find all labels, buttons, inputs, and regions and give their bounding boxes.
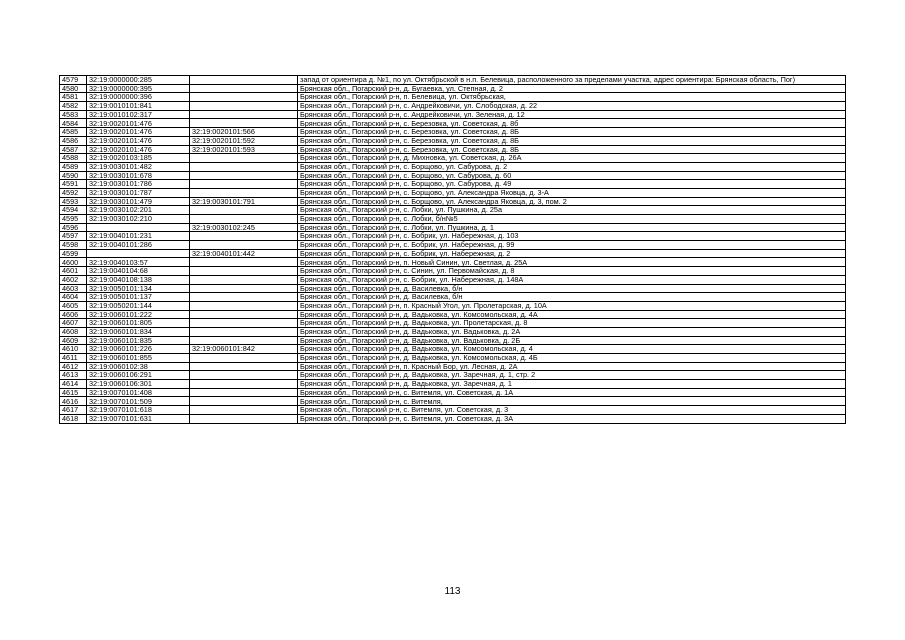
row-number-cell: 4593 [60,197,87,206]
row-number-cell: 4595 [60,215,87,224]
address-cell: Брянская обл., Погарский р-н, п. Красный Бор, ул. Лесная, д. 2А [298,362,846,371]
row-number-cell: 4580 [60,84,87,93]
cadastral-number-cell: 32:19:0050101:134 [87,284,190,293]
linked-cadastral-number-cell [190,354,298,363]
table-row [60,284,846,293]
table-row [60,327,846,336]
row-number-cell: 4616 [60,397,87,406]
table-row [60,232,846,241]
address-cell: Брянская обл., Погарский р-н, с. Борщово, ул. Сабурова, д. 49 [298,180,846,189]
linked-cadastral-number-cell [190,293,298,302]
linked-cadastral-number-cell [190,215,298,224]
linked-cadastral-number-cell [190,397,298,406]
cadastral-number-cell: 32:19:0070101:631 [87,414,190,423]
row-number-cell: 4585 [60,128,87,137]
address-cell: Брянская обл., Погарский р-н, с. Березовка, ул. Советская, д. 8Б [298,128,846,137]
cadastral-number-cell: 32:19:0040103:57 [87,258,190,267]
linked-cadastral-number-cell [190,275,298,284]
row-number-cell: 4614 [60,380,87,389]
linked-cadastral-number-cell [190,206,298,215]
table-row [60,362,846,371]
address-cell: Брянская обл., Погарский р-н, с. Бобрик, ул. Набережная, д. 99 [298,241,846,250]
table-row [60,319,846,328]
cadastral-number-cell: 32:19:0060101:855 [87,354,190,363]
address-cell: Брянская обл., Погарский р-н, с. Березовка, ул. Советская, д. 8б [298,119,846,128]
table-row [60,171,846,180]
cadastral-number-cell: 32:19:0020103:185 [87,154,190,163]
address-cell: Брянская обл., Погарский р-н, с. Бобрик, ул. Набережная, д. 103 [298,232,846,241]
registry-table-body [60,76,846,424]
cadastral-number-cell: 32:19:0060102:38 [87,362,190,371]
address-cell: запад от ориентира д. №1, по ул. Октябрьской в н.п. Белевица, расположенного за пределами участка, адрес ориентира: Брянская область, Пог) [298,76,846,85]
address-cell: Брянская обл., Погарский р-н, д. Вадьковка, ул. Заречная, д. 1, стр. 2 [298,371,846,380]
address-cell: Брянская обл., Погарский р-н, с. Андрейковичи, ул. Слободская, д. 22 [298,102,846,111]
table-row [60,258,846,267]
cadastral-number-cell: 32:19:0060101:835 [87,336,190,345]
table-row [60,128,846,137]
table-row [60,215,846,224]
row-number-cell: 4612 [60,362,87,371]
table-row [60,76,846,85]
cadastral-number-cell: 32:19:0030101:479 [87,197,190,206]
linked-cadastral-number-cell [190,301,298,310]
row-number-cell: 4591 [60,180,87,189]
cadastral-number-cell: 32:19:0070101:618 [87,406,190,415]
row-number-cell: 4598 [60,241,87,250]
linked-cadastral-number-cell: 32:19:0030101:791 [190,197,298,206]
linked-cadastral-number-cell [190,319,298,328]
table-row [60,223,846,232]
cadastral-number-cell [87,249,190,258]
address-cell: Брянская обл., Погарский р-н, с. Лобки, б/н№5 [298,215,846,224]
address-cell: Брянская обл., Погарский р-н, д. Михновка, ул. Советская, д. 26А [298,154,846,163]
address-cell: Брянская обл., Погарский р-н, п. Белевица, ул. Октябрьская, [298,93,846,102]
table-row [60,388,846,397]
row-number-cell: 4605 [60,301,87,310]
cadastral-number-cell: 32:19:0040108:138 [87,275,190,284]
table-row [60,397,846,406]
table-row [60,371,846,380]
cadastral-number-cell: 32:19:0020101:476 [87,145,190,154]
row-number-cell: 4618 [60,414,87,423]
address-cell: Брянская обл., Погарский р-н, д. Василевка, б/н [298,293,846,302]
linked-cadastral-number-cell: 32:19:0040101:442 [190,249,298,258]
cadastral-number-cell: 32:19:0040104:68 [87,267,190,276]
linked-cadastral-number-cell [190,414,298,423]
linked-cadastral-number-cell [190,267,298,276]
table-row [60,162,846,171]
linked-cadastral-number-cell [190,76,298,85]
cadastral-number-cell: 32:19:0000000:396 [87,93,190,102]
address-cell: Брянская обл., Погарский р-н, д. Вадьковка, ул. Комсомольская, д. 4А [298,310,846,319]
cadastral-number-cell: 32:19:0040101:231 [87,232,190,241]
address-cell: Брянская обл., Погарский р-н, с. Андрейковичи, ул. Зеленая, д. 12 [298,110,846,119]
cadastral-number-cell: 32:19:0050101:137 [87,293,190,302]
row-number-cell: 4581 [60,93,87,102]
linked-cadastral-number-cell: 32:19:0020101:566 [190,128,298,137]
linked-cadastral-number-cell [190,232,298,241]
table-row [60,301,846,310]
table-row [60,293,846,302]
linked-cadastral-number-cell [190,119,298,128]
table-row [60,345,846,354]
address-cell: Брянская обл., Погарский р-н, с. Витемля, ул. Советская, д. 3А [298,414,846,423]
cadastral-number-cell: 32:19:0010102:317 [87,110,190,119]
linked-cadastral-number-cell [190,362,298,371]
row-number-cell: 4617 [60,406,87,415]
cadastral-number-cell: 32:19:0030102:210 [87,215,190,224]
row-number-cell: 4613 [60,371,87,380]
row-number-cell: 4583 [60,110,87,119]
cadastral-number-cell: 32:19:0070101:509 [87,397,190,406]
linked-cadastral-number-cell [190,241,298,250]
linked-cadastral-number-cell [190,380,298,389]
cadastral-number-cell: 32:19:0030101:482 [87,162,190,171]
cadastral-number-cell: 32:19:0020101:476 [87,136,190,145]
table-row [60,102,846,111]
address-cell: Брянская обл., Погарский р-н, п. Красный Угол, ул. Пролетарская, д. 10А [298,301,846,310]
address-cell: Брянская обл., Погарский р-н, д. Вадьковка, ул. Комсомольская, д. 4 [298,345,846,354]
table-row [60,406,846,415]
cadastral-number-cell: 32:19:0060101:226 [87,345,190,354]
row-number-cell: 4589 [60,162,87,171]
cadastral-number-cell: 32:19:0000000:285 [87,76,190,85]
row-number-cell: 4609 [60,336,87,345]
address-cell: Брянская обл., Погарский р-н, с. Витемля, ул. Советская, д. 3 [298,406,846,415]
linked-cadastral-number-cell [190,84,298,93]
linked-cadastral-number-cell [190,310,298,319]
registry-table [59,75,846,424]
address-cell: Брянская обл., Погарский р-н, с. Витемля, [298,397,846,406]
table-row [60,136,846,145]
row-number-cell: 4586 [60,136,87,145]
row-number-cell: 4597 [60,232,87,241]
row-number-cell: 4582 [60,102,87,111]
row-number-cell: 4611 [60,354,87,363]
table-row [60,197,846,206]
table-row [60,380,846,389]
linked-cadastral-number-cell [190,102,298,111]
linked-cadastral-number-cell: 32:19:0020101:593 [190,145,298,154]
address-cell: Брянская обл., Погарский р-н, с. Лобки, ул. Пушкина, д. 25а [298,206,846,215]
row-number-cell: 4587 [60,145,87,154]
row-number-cell: 4594 [60,206,87,215]
table-row [60,145,846,154]
linked-cadastral-number-cell [190,188,298,197]
table-row [60,119,846,128]
linked-cadastral-number-cell: 32:19:0020101:592 [190,136,298,145]
address-cell: Брянская обл., Погарский р-н, д. Василевка, б/н [298,284,846,293]
address-cell: Брянская обл., Погарский р-н, с. Березовка, ул. Советская, д. 8Б [298,136,846,145]
row-number-cell: 4606 [60,310,87,319]
cadastral-number-cell: 32:19:0030101:786 [87,180,190,189]
linked-cadastral-number-cell [190,388,298,397]
cadastral-number-cell: 32:19:0060101:834 [87,327,190,336]
row-number-cell: 4579 [60,76,87,85]
table-row [60,336,846,345]
row-number-cell: 4596 [60,223,87,232]
address-cell: Брянская обл., Погарский р-н, с. Лобки, ул. Пушкина, д. 1 [298,223,846,232]
table-row [60,188,846,197]
table-row [60,180,846,189]
address-cell: Брянская обл., Погарский р-н, с. Борщово, ул. Александра Яковца, д. 3-А [298,188,846,197]
page-number: 113 [444,586,461,597]
address-cell: Брянская обл., Погарский р-н, д. Вадьковка, ул. Вадьковка, д. 2Б [298,336,846,345]
row-number-cell: 4584 [60,119,87,128]
table-row [60,110,846,119]
table-row [60,84,846,93]
cadastral-number-cell: 32:19:0010101:841 [87,102,190,111]
cadastral-number-cell: 32:19:0030101:787 [87,188,190,197]
linked-cadastral-number-cell [190,180,298,189]
row-number-cell: 4602 [60,275,87,284]
table-row [60,354,846,363]
address-cell: Брянская обл., Погарский р-н, д. Вадьковка, ул. Комсомольская, д. 4Б [298,354,846,363]
cadastral-number-cell: 32:19:0060106:301 [87,380,190,389]
linked-cadastral-number-cell: 32:19:0030102:245 [190,223,298,232]
row-number-cell: 4601 [60,267,87,276]
cadastral-number-cell: 32:19:0050201:144 [87,301,190,310]
row-number-cell: 4608 [60,327,87,336]
linked-cadastral-number-cell [190,406,298,415]
cadastral-number-cell: 32:19:0000000:395 [87,84,190,93]
cadastral-number-cell: 32:19:0020101:476 [87,128,190,137]
address-cell: Брянская обл., Погарский р-н, с. Борщово, ул. Сабурова, д. 2 [298,162,846,171]
address-cell: Брянская обл., Погарский р-н, с. Березовка, ул. Советская, д. 8Б [298,145,846,154]
table-row [60,267,846,276]
table-row [60,154,846,163]
address-cell: Брянская обл., Погарский р-н, с. Борщово, ул. Сабурова, д. 60 [298,171,846,180]
address-cell: Брянская обл., Погарский р-н, д. Бугаевка, ул. Степная, д. 2 [298,84,846,93]
table-row [60,241,846,250]
row-number-cell: 4610 [60,345,87,354]
address-cell: Брянская обл., Погарский р-н, с. Бобрик, ул. Набережная, д. 2 [298,249,846,258]
linked-cadastral-number-cell [190,371,298,380]
cadastral-number-cell: 32:19:0040101:286 [87,241,190,250]
cadastral-number-cell: 32:19:0030101:678 [87,171,190,180]
address-cell: Брянская обл., Погарский р-н, д. Вадьковка, ул. Заречная, д. 1 [298,380,846,389]
cadastral-number-cell: 32:19:0030102:201 [87,206,190,215]
linked-cadastral-number-cell [190,258,298,267]
cadastral-number-cell: 32:19:0020101:476 [87,119,190,128]
address-cell: Брянская обл., Погарский р-н, д. Вадьковка, ул. Пролетарская, д. 8 [298,319,846,328]
row-number-cell: 4588 [60,154,87,163]
cadastral-number-cell: 32:19:0070101:408 [87,388,190,397]
row-number-cell: 4600 [60,258,87,267]
linked-cadastral-number-cell [190,336,298,345]
address-cell: Брянская обл., Погарский р-н, с. Борщово, ул. Александра Яковца, д. 3, пом. 2 [298,197,846,206]
cadastral-number-cell: 32:19:0060106:291 [87,371,190,380]
row-number-cell: 4615 [60,388,87,397]
linked-cadastral-number-cell [190,162,298,171]
address-cell: Брянская обл., Погарский р-н, с. Бобрик, ул. Набережная, д. 148А [298,275,846,284]
row-number-cell: 4599 [60,249,87,258]
row-number-cell: 4607 [60,319,87,328]
linked-cadastral-number-cell [190,93,298,102]
row-number-cell: 4603 [60,284,87,293]
table-row [60,310,846,319]
linked-cadastral-number-cell [190,110,298,119]
table-row [60,93,846,102]
linked-cadastral-number-cell [190,154,298,163]
linked-cadastral-number-cell: 32:19:0060101:842 [190,345,298,354]
table-row [60,249,846,258]
table-row [60,206,846,215]
linked-cadastral-number-cell [190,171,298,180]
cadastral-number-cell: 32:19:0060101:222 [87,310,190,319]
row-number-cell: 4590 [60,171,87,180]
row-number-cell: 4604 [60,293,87,302]
row-number-cell: 4592 [60,188,87,197]
table-row [60,275,846,284]
address-cell: Брянская обл., Погарский р-н, д. Вадьковка, ул. Вадьковка, д. 2А [298,327,846,336]
cadastral-number-cell: 32:19:0060101:805 [87,319,190,328]
table-row [60,414,846,423]
cadastral-number-cell [87,223,190,232]
linked-cadastral-number-cell [190,284,298,293]
address-cell: Брянская обл., Погарский р-н, с. Витемля, ул. Советская, д. 1А [298,388,846,397]
address-cell: Брянская обл., Погарский р-н, п. Новый Синин, ул. Светлая, д. 25А [298,258,846,267]
linked-cadastral-number-cell [190,327,298,336]
address-cell: Брянская обл., Погарский р-н, с. Синин, ул. Первомайская, д. 8 [298,267,846,276]
